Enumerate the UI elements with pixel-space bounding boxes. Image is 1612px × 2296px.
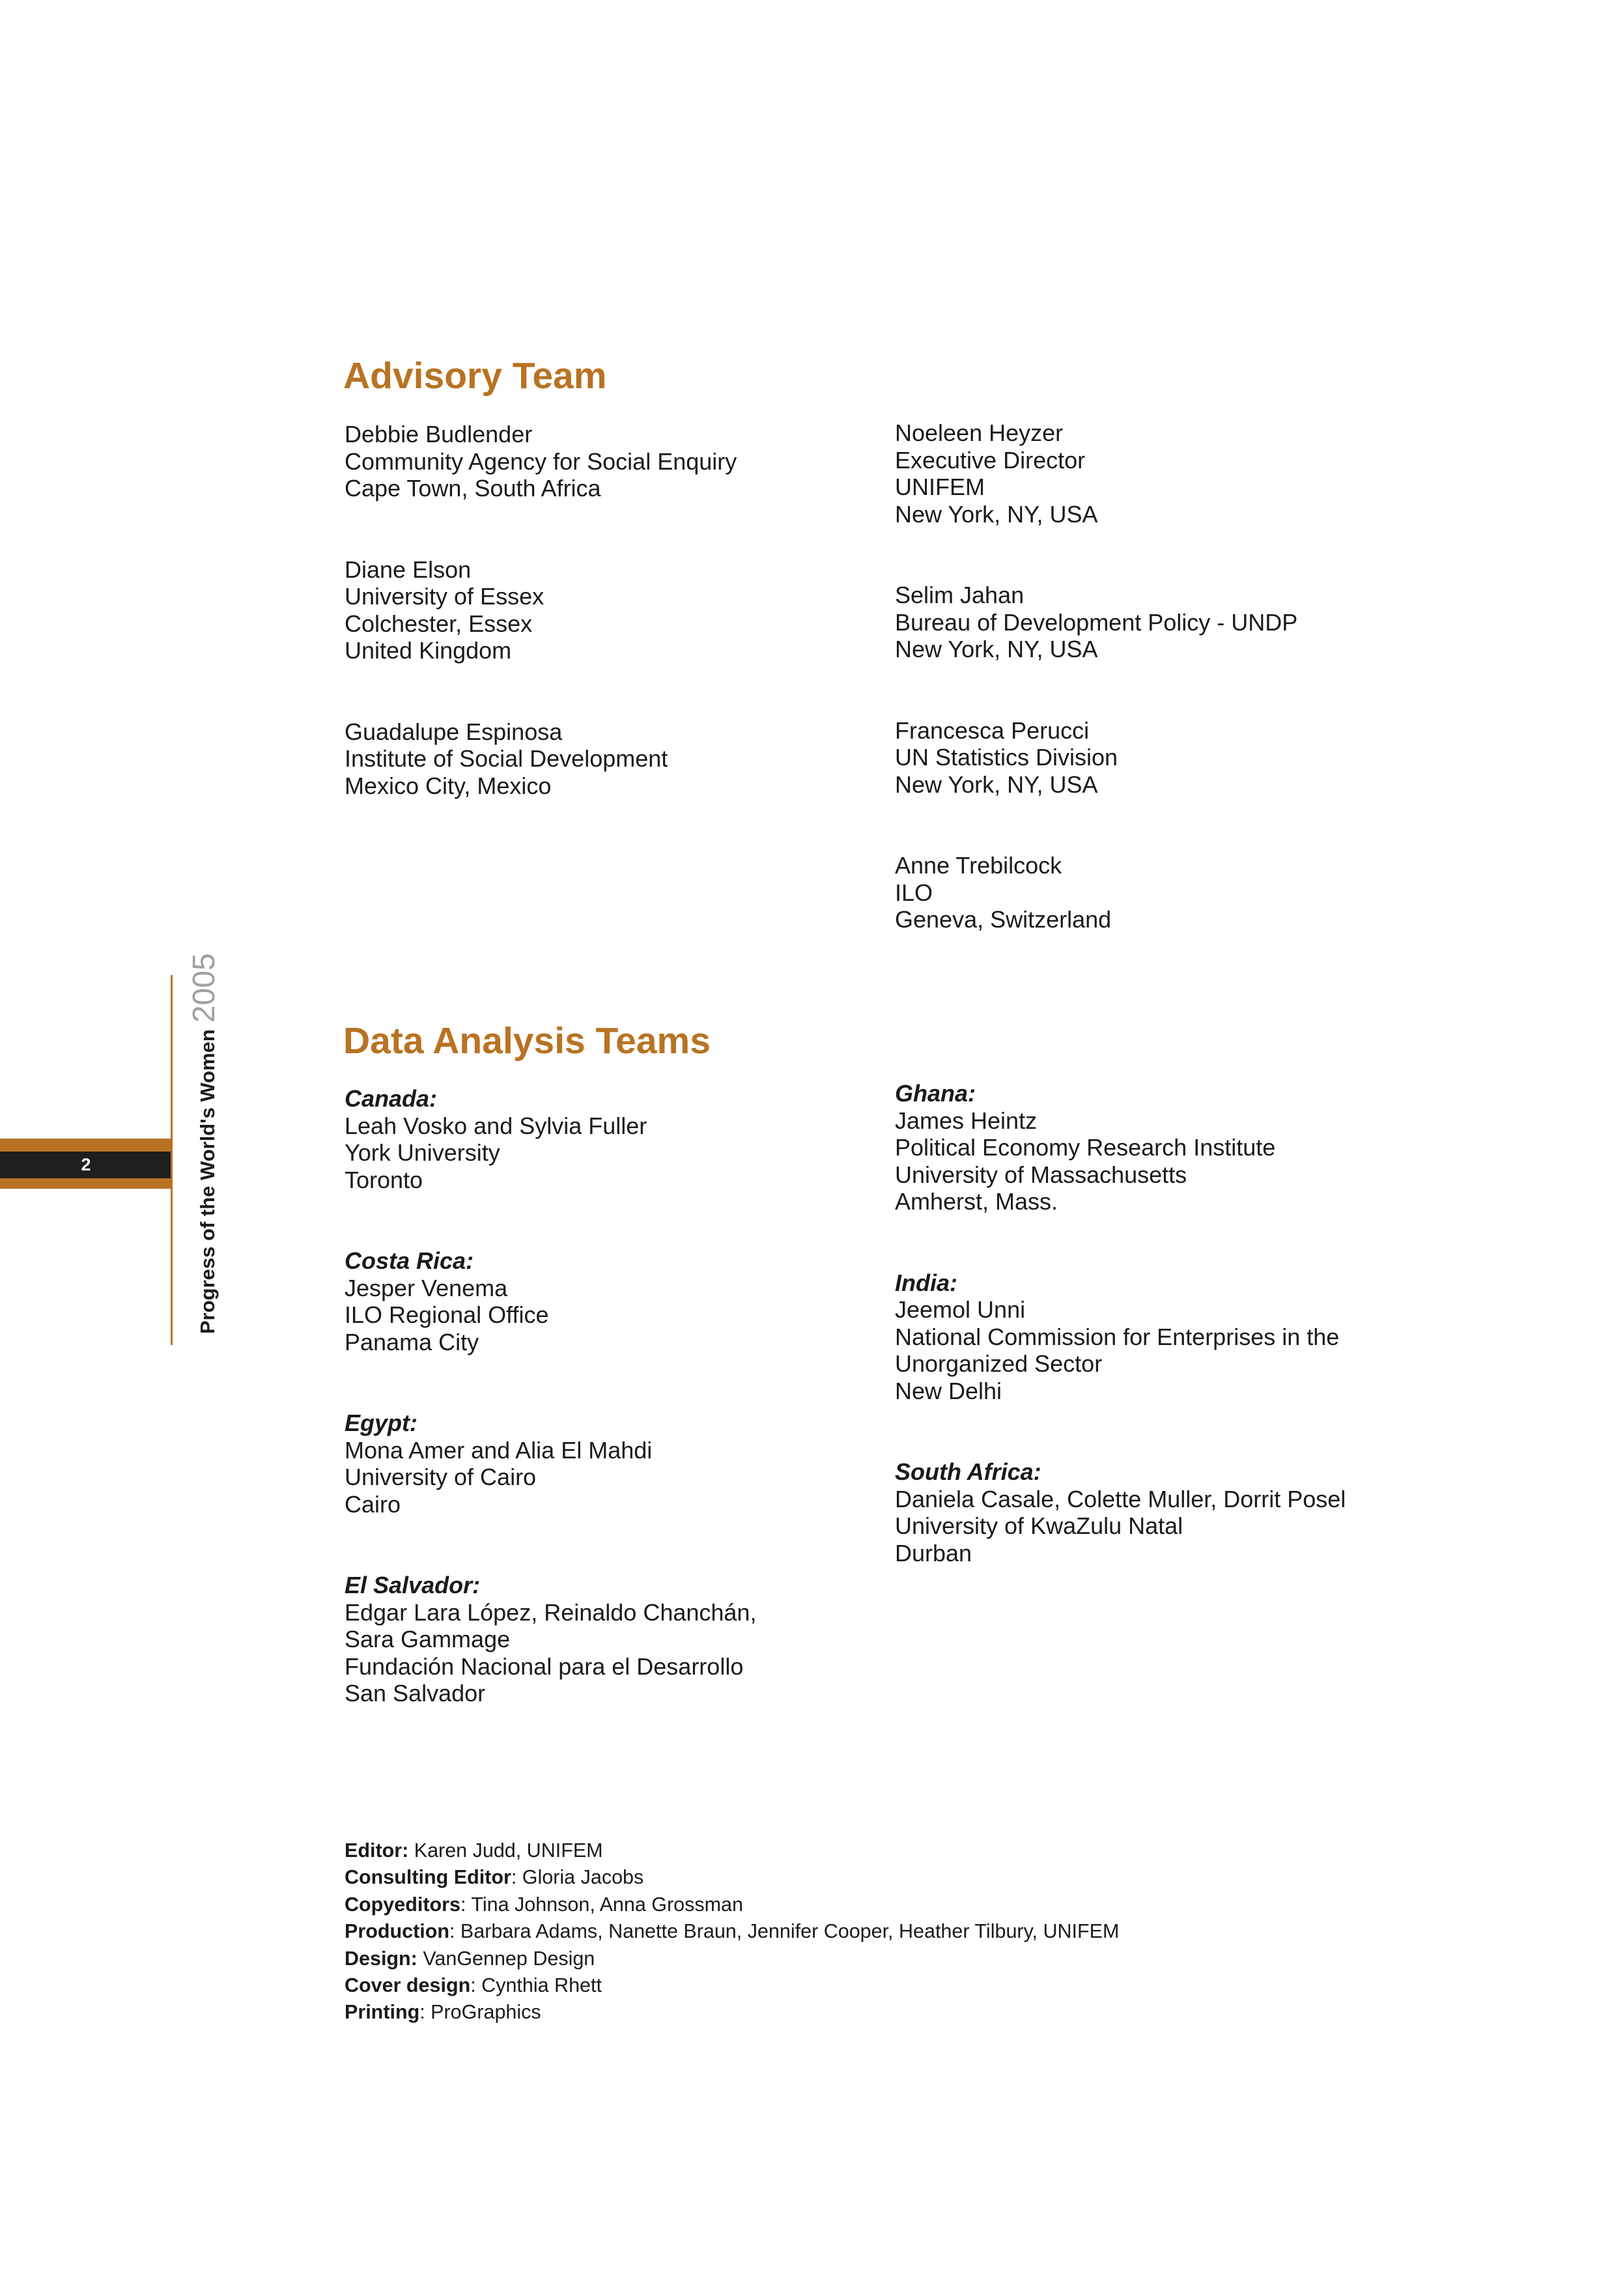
country-label: Costa Rica:: [345, 1247, 474, 1274]
advisory-entry: [895, 419, 1297, 528]
country-label: South Africa:: [895, 1458, 1041, 1485]
advisory-team-right-column: [895, 419, 1297, 933]
sidebar-vertical-rule: [171, 975, 173, 1345]
country-label: India:: [895, 1269, 957, 1296]
running-title: [189, 953, 227, 1334]
running-title-text: Progress of the World's Women: [196, 1029, 219, 1334]
credit-value: VanGennep Design: [417, 1947, 595, 1970]
entry-line: UN Statistics Division: [895, 744, 1118, 771]
advisory-entry: [895, 717, 1297, 799]
person-name: Francesca Perucci: [895, 716, 1090, 744]
person-name: Noeleen Heyzer: [895, 419, 1064, 446]
credit-line: [345, 1946, 1119, 1972]
person-name: Anne Trebilcock: [895, 852, 1062, 879]
entry-line: University of Cairo: [345, 1464, 537, 1490]
data-analysis-right-column: [895, 1080, 1346, 1566]
credit-label: Editor:: [345, 1839, 409, 1862]
advisory-team-left-column: [345, 421, 737, 799]
entry-line: Cairo: [345, 1490, 401, 1518]
entry-line: University of Essex: [345, 583, 544, 610]
country-label: Egypt:: [345, 1410, 417, 1436]
entry-line: Political Economy Research Institute: [895, 1134, 1276, 1161]
entry-line: University of Massachusetts: [895, 1161, 1187, 1188]
country-label: El Salvador:: [345, 1572, 481, 1598]
entry-line: Fundación Nacional para el Desarrollo: [345, 1652, 744, 1680]
credit-label: Cover design: [345, 1974, 471, 1997]
data-analysis-entry: [345, 1247, 756, 1355]
entry-line: New Delhi: [895, 1377, 1002, 1404]
credit-line: [345, 1999, 1119, 2026]
credit-line: [345, 1837, 1119, 1864]
entry-line: Leah Vosko and Sylvia Fuller: [345, 1112, 647, 1139]
entry-line: Jesper Venema: [345, 1274, 508, 1301]
country-label: Canada:: [345, 1085, 438, 1112]
data-analysis-entry: [345, 1410, 756, 1518]
credit-line: [345, 1864, 1119, 1891]
running-title-year: 2005: [187, 953, 221, 1023]
data-analysis-left-column: [345, 1085, 756, 1707]
entry-line: Toronto: [345, 1166, 423, 1193]
entry-line: Geneva, Switzerland: [895, 906, 1112, 933]
data-analysis-entry: [345, 1572, 756, 1707]
entry-line: New York, NY, USA: [895, 636, 1098, 662]
entry-line: ILO: [895, 879, 933, 906]
data-analysis-entry: [895, 1080, 1346, 1215]
entry-line: James Heintz: [895, 1107, 1038, 1134]
advisory-team-heading: Advisory Team: [343, 355, 607, 397]
data-analysis-entry: [345, 1085, 756, 1193]
credit-line: [345, 1972, 1119, 1999]
entry-line: Community Agency for Social Enquiry: [345, 447, 737, 475]
entry-line: New York, NY, USA: [895, 500, 1098, 528]
advisory-entry: [345, 718, 737, 800]
credit-label: Printing: [345, 2001, 420, 2024]
advisory-entry: [895, 582, 1297, 663]
data-analysis-entry: [895, 1269, 1346, 1405]
entry-line: University of KwaZulu Natal: [895, 1512, 1183, 1539]
data-analysis-teams-heading: Data Analysis Teams: [343, 1020, 711, 1062]
entry-line: Amherst, Mass.: [895, 1188, 1058, 1215]
entry-line: Executive Director: [895, 446, 1086, 474]
credit-label: Design:: [345, 1947, 417, 1970]
person-name: Selim Jahan: [895, 582, 1025, 608]
entry-line: Cape Town, South Africa: [345, 475, 601, 502]
person-name: Debbie Budlender: [345, 421, 533, 447]
data-analysis-entry: [895, 1458, 1346, 1566]
entry-line: Sara Gammage: [345, 1626, 511, 1652]
person-name: Diane Elson: [345, 556, 472, 583]
credit-value: Karen Judd, UNIFEM: [408, 1839, 603, 1862]
credit-label: Production: [345, 1920, 449, 1943]
country-label: Ghana:: [895, 1080, 976, 1107]
credits-block: [345, 1837, 1119, 2026]
advisory-entry: [895, 852, 1297, 933]
credit-line: [345, 1892, 1119, 1918]
advisory-entry: [345, 421, 737, 502]
credit-line: [345, 1918, 1119, 1945]
entry-line: Edgar Lara López, Reinaldo Chanchán,: [345, 1598, 757, 1626]
sidebar-band-bottom: [0, 1178, 172, 1189]
entry-line: New York, NY, USA: [895, 771, 1098, 798]
advisory-entry: [345, 556, 737, 664]
page-number: 2: [81, 1155, 91, 1174]
entry-line: Colchester, Essex: [345, 610, 533, 637]
entry-line: Unorganized Sector: [895, 1350, 1103, 1377]
entry-line: Durban: [895, 1539, 972, 1566]
entry-line: San Salvador: [345, 1680, 486, 1707]
entry-line: York University: [345, 1139, 500, 1166]
entry-line: Daniela Casale, Colette Muller, Dorrit Posel: [895, 1485, 1346, 1512]
credit-value: : Tina Johnson, Anna Grossman: [460, 1893, 743, 1916]
entry-line: Mona Amer and Alia El Mahdi: [345, 1436, 653, 1464]
person-name: Guadalupe Espinosa: [345, 718, 563, 745]
credit-label: Copyeditors: [345, 1893, 460, 1916]
entry-line: UNIFEM: [895, 474, 985, 500]
credit-value: : Gloria Jacobs: [511, 1866, 644, 1889]
entry-line: National Commission for Enterprises in the: [895, 1323, 1340, 1350]
entry-line: United Kingdom: [345, 637, 512, 664]
sidebar-band-top: [0, 1139, 172, 1152]
entry-line: ILO Regional Office: [345, 1301, 549, 1328]
entry-line: Mexico City, Mexico: [345, 772, 552, 799]
credit-value: : ProGraphics: [419, 2001, 541, 2024]
credit-label: Consulting Editor: [345, 1866, 511, 1889]
entry-line: Bureau of Development Policy - UNDP: [895, 608, 1298, 636]
entry-line: Institute of Social Development: [345, 745, 668, 772]
credit-value: : Cynthia Rhett: [470, 1974, 602, 1997]
entry-line: Jeemol Unni: [895, 1296, 1026, 1323]
credit-value: : Barbara Adams, Nanette Braun, Jennifer Cooper, Heather Tilbury, UNIFEM: [449, 1920, 1120, 1943]
entry-line: Panama City: [345, 1328, 479, 1355]
